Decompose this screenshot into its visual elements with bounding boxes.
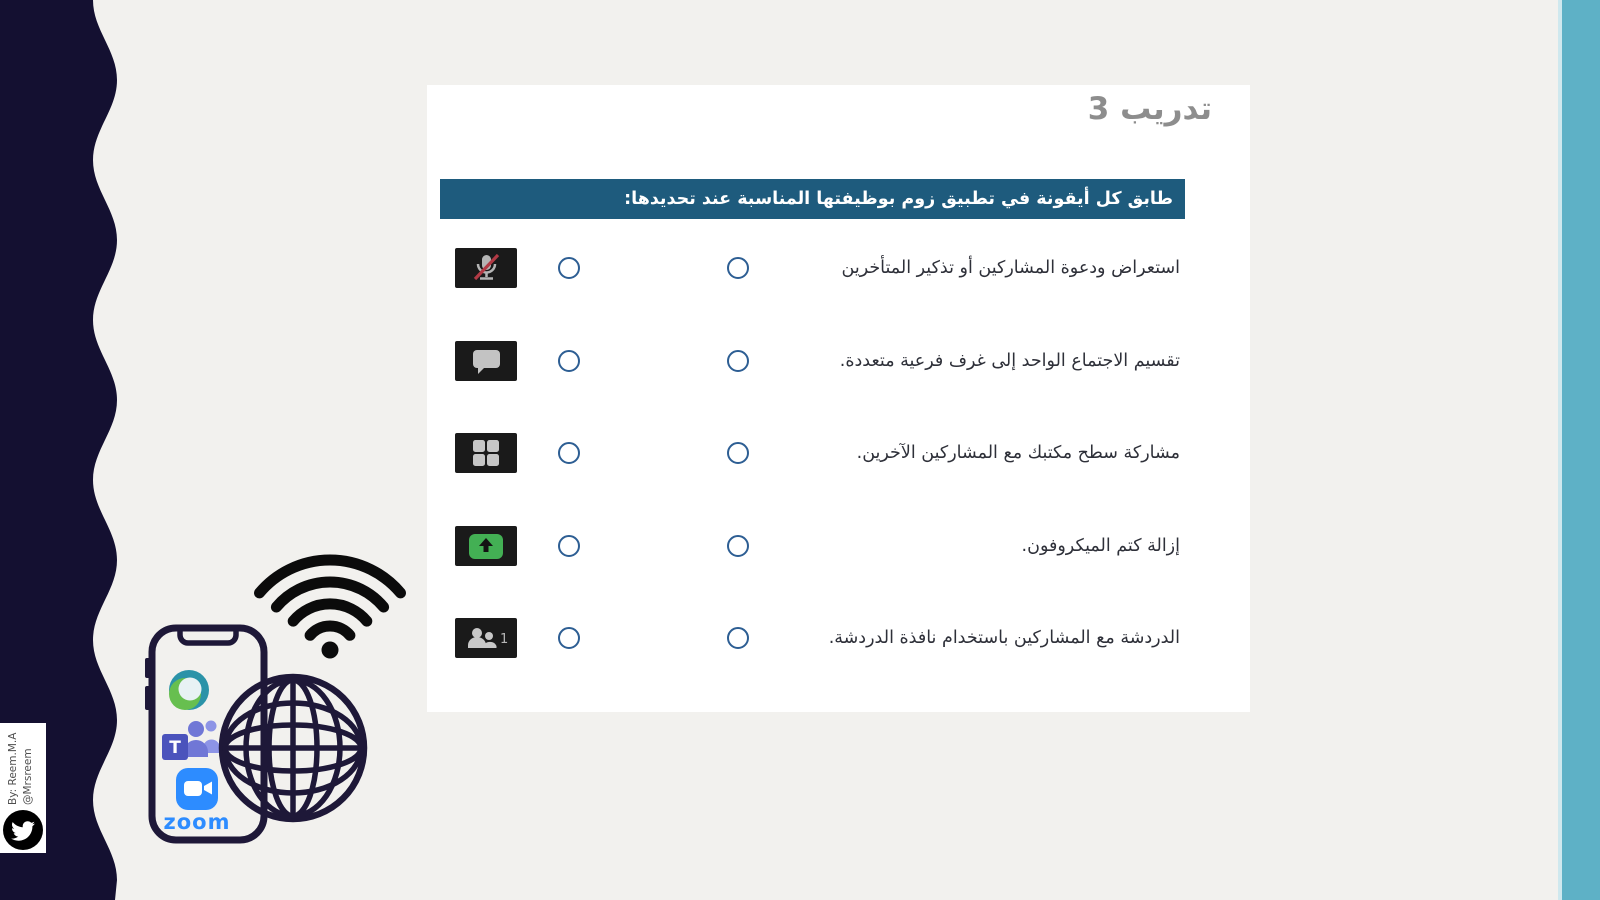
twitter-logo-icon <box>2 809 44 851</box>
webex-app-icon <box>169 670 209 710</box>
slide-title: تدريب 3 <box>1087 91 1212 127</box>
radio-option-a[interactable] <box>558 350 580 372</box>
right-teal-stripe <box>1562 0 1600 900</box>
participants-count-badge: 1 <box>500 632 509 648</box>
credit-text <box>6 727 36 805</box>
chat-icon <box>455 341 517 381</box>
match-row <box>427 592 1250 685</box>
phone-notch <box>180 631 236 643</box>
credit-line-1: By: Reem.M.A <box>7 732 19 805</box>
radio-option-b[interactable] <box>727 535 749 557</box>
quiz-card <box>427 85 1250 712</box>
breakout-grid-icon <box>455 433 517 473</box>
radio-option-b[interactable] <box>727 350 749 372</box>
row-label: تقسيم الاجتماع الواحد إلى غرف فرعية متعددة. <box>839 350 1180 371</box>
radio-option-a[interactable] <box>558 627 580 649</box>
radio-option-a[interactable] <box>558 535 580 557</box>
participants-icon-tile <box>455 618 517 658</box>
radio-option-b[interactable] <box>727 442 749 464</box>
globe-icon <box>222 677 364 819</box>
chat-icon-tile <box>455 341 517 381</box>
radio-option-b[interactable] <box>727 257 749 279</box>
mic-muted-icon <box>455 248 517 288</box>
row-label: استعراض ودعوة المشاركين أو تذكير المتأخرين <box>841 258 1180 279</box>
participants-icon <box>455 618 517 658</box>
zoom-wordmark: zoom <box>163 810 231 834</box>
radio-option-a[interactable] <box>558 257 580 279</box>
breakout-grid-icon-tile <box>455 433 517 473</box>
credit-patch <box>0 723 46 853</box>
radio-option-b[interactable] <box>727 627 749 649</box>
question-header-text: طابق كل أيقونة في تطبيق زوم بوظيفتها المناسبة عند تحديدها: <box>624 189 1173 209</box>
radio-option-a[interactable] <box>558 442 580 464</box>
match-row <box>427 407 1250 500</box>
row-label: إزالة كتم الميكروفون. <box>1021 535 1180 556</box>
zoom-app-icon <box>164 768 231 834</box>
teams-letter: T <box>169 738 181 758</box>
match-row <box>427 222 1250 315</box>
share-screen-icon <box>455 526 517 566</box>
share-screen-icon-tile <box>455 526 517 566</box>
row-label: الدردشة مع المشاركين باستخدام نافذة الدردشة. <box>828 628 1180 649</box>
mic-muted-icon-tile <box>455 248 517 288</box>
row-label: مشاركة سطح مكتبك مع المشاركين الآخرين. <box>856 443 1180 464</box>
match-rows <box>427 222 1250 685</box>
question-header-bar <box>440 179 1185 219</box>
teams-app-icon <box>162 721 220 761</box>
credit-line-2: @Mrsreem <box>22 748 34 805</box>
match-row <box>427 315 1250 408</box>
connectivity-illustration <box>120 540 440 885</box>
wifi-icon <box>260 560 401 658</box>
match-row <box>427 500 1250 593</box>
